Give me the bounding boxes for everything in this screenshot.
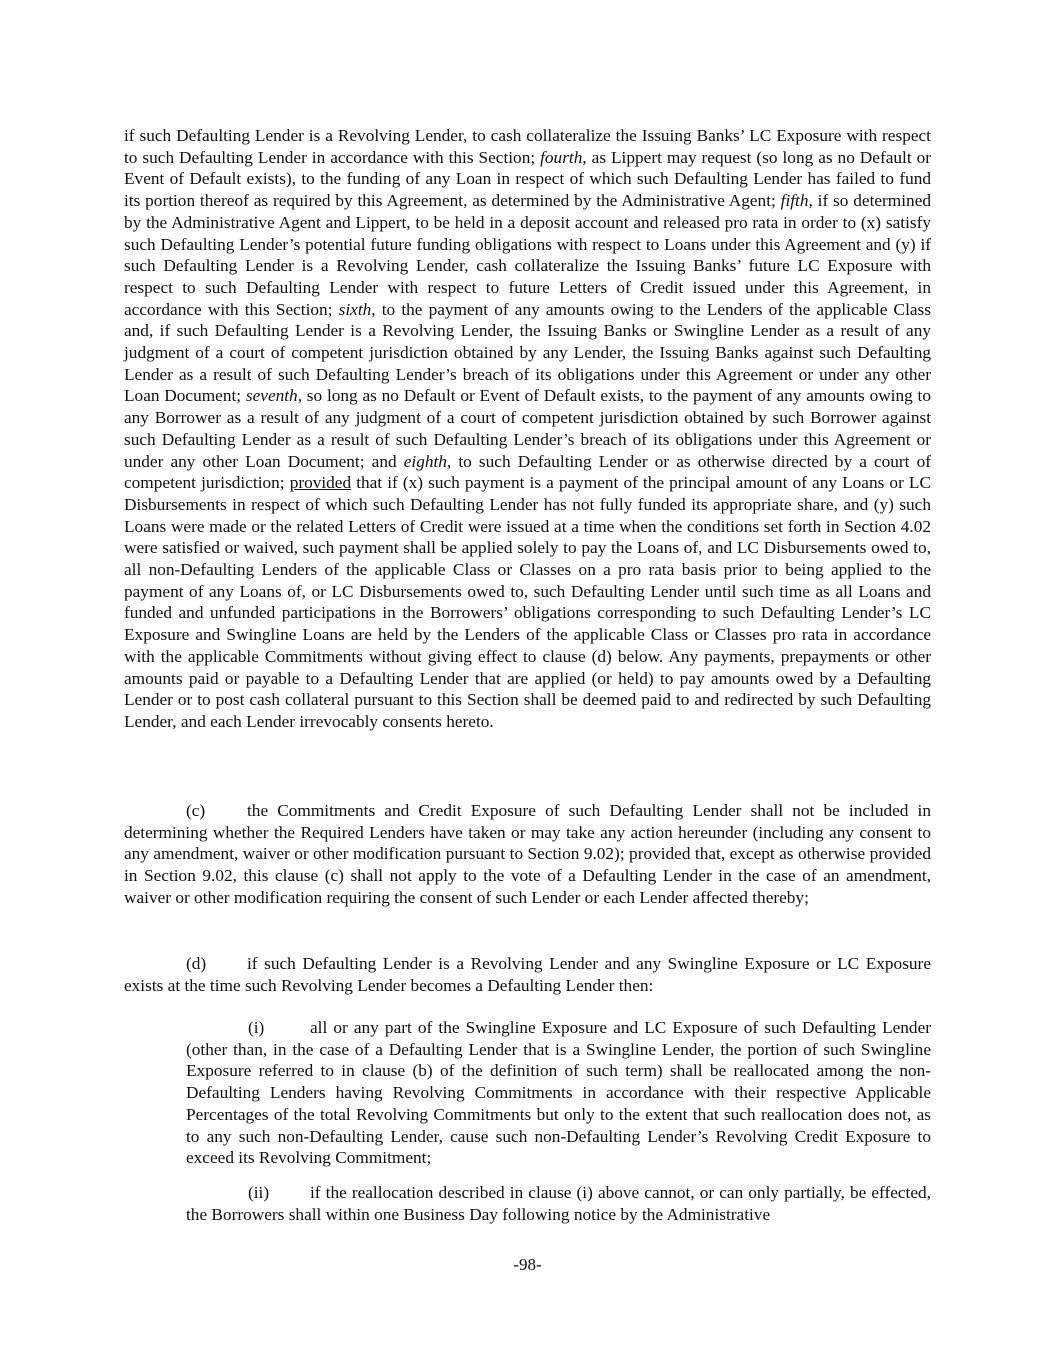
clause-label-c: (c) — [186, 801, 206, 820]
italic-term-fifth: fifth — [780, 191, 809, 211]
italic-term-seventh: seventh — [245, 386, 298, 406]
text-run: , so long as no Default or Event of Default exists, to the payment of any amounts owing to any Borrower as a result of any judgment of a court of competent jurisdiction obtained by such Borrower against such Defaulting Lender as a result of such Defaulting Lender’s breach of its obligations under this Agreement or under any other Loan Document; and — [124, 386, 931, 471]
text-run: , to the payment of any amounts owing to the Lenders of the applicable Class and, if such Defaulting Lender is a Revolving Lender, the Issuing Banks or Swingline Lender as a result of any judgment of a court of competent jurisdiction obtained by any Lender, the Issuing Banks against such Defaulting Lender as a result of such Defaulting Lender’s breach of its obligations under this Agreement or under any other Loan Document; — [124, 299, 931, 406]
paragraph-c — [124, 800, 931, 909]
paragraph-d-ii — [186, 1182, 931, 1225]
text-run: , if so determined by the Administrative Agent and Lippert, to be held in a deposit account and released pro rata in order to (x) satisfy such Defaulting Lender’s potential future funding obligations with respect to Loans under this Agreement and (y) if such Defaulting Lender is a Revolving Lender, cash collateralize the Issuing Banks’ future LC Exposure with respect to such Defaulting Lender with respect to future Letters of Credit issued under this Agreement, in accordance with this Section; — [124, 191, 931, 319]
italic-term-eighth: eighth — [403, 451, 447, 471]
paragraph-d-i — [186, 1017, 931, 1169]
paragraph-b-continuation — [124, 125, 931, 733]
clause-label-d-i: (i) — [248, 1018, 265, 1037]
clause-text-d: if such Defaulting Lender is a Revolving Lender and any Swingline Exposure or LC Exposure exists at the time such Revolving Lender becomes a Defaulting Lender then: — [124, 954, 931, 995]
text-run: , to such Defaulting Lender or as otherwise directed by a court of competent jurisdiction; — [124, 451, 931, 493]
clause-label-d-ii: (ii) — [248, 1183, 270, 1202]
text-run: if such Defaulting Lender is a Revolving Lender, to cash collateralize the Issuing Banks’ LC Exposure with respect to such Defaulting Lender in accordance with this Section; — [124, 126, 931, 167]
clause-text-c: the Commitments and Credit Exposure of such Defaulting Lender shall not be included in determining whether the Required Lenders have taken or may take any action hereunder (including any consent to any amendment, waiver or other modification pursuant to Section 9.02); provided that, except as otherwise provided in Section 9.02, this clause (c) shall not apply to the vote of a Defaulting Lender in the case of an amendment, waiver or other modification requiring the consent of such Lender or each Lender affected thereby; — [124, 801, 931, 907]
italic-term-fourth: fourth — [540, 147, 583, 167]
page-number: -98- — [513, 1255, 542, 1274]
text-run: , as Lippert may request (so long as no Default or Event of Default exists), to the funding of any Loan in respect of which such Defaulting Lender has failed to fund its portion thereof as required by this Agreement, as determined by the Administrative Agent; — [124, 147, 931, 211]
underlined-term-provided: provided — [289, 473, 352, 493]
clause-text-d-ii: if the reallocation described in clause (i) above cannot, or can only partially, be effected, the Borrowers shall within one Business Day following notice by the Administrative — [186, 1183, 931, 1224]
clause-label-d: (d) — [186, 954, 207, 973]
clause-text-d-i: all or any part of the Swingline Exposure and LC Exposure of such Defaulting Lender (other than, in the case of a Defaulting Lender that is a Swingline Lender, the portion of such Swingline Exposure referred to in clause (b) of the definition of such term) shall be reallocated among the non-Defaulting Lenders having Revolving Commitments in accordance with their respective Applicable Percentages of the total Revolving Commitments but only to the extent that such reallocation does not, as to any such non-Defaulting Lender, cause such non-Defaulting Lender’s Revolving Credit Exposure to exceed its Revolving Commitment; — [186, 1018, 931, 1168]
paragraph-d — [124, 953, 931, 996]
text-run: that if (x) such payment is a payment of the principal amount of any Loans or LC Disbursements in respect of which such Defaulting Lender has not fully funded its appropriate share, and (y) such Loans were made or the related Letters of Credit were issued at a time when the conditions set forth in Section 4.02 were satisfied or waived, such payment shall be applied solely to pay the Loans of, and LC Disbursements owed to, all non-Defaulting Lenders of the applicable Class or Classes on a pro rata basis prior to being applied to the payment of any Loans of, or LC Disbursements owed to, such Defaulting Lender until such time as all Loans and funded and unfunded participations in the Borrowers’ obligations corresponding to such Defaulting Lender’s LC Exposure and Swingline Loans are held by the Lenders of the applicable Class or Classes pro rata in accordance with the applicable Commitments without giving effect to clause (d) below. Any payments, prepayments or other amounts paid or payable to a Defaulting Lender that are applied (or held) to pay amounts owed by a Defaulting Lender or to post cash collateral pursuant to this Section shall be deemed paid to and redirected by such Defaulting Lender, and each Lender irrevocably consents hereto. — [124, 473, 931, 731]
italic-term-sixth: sixth — [338, 299, 372, 319]
